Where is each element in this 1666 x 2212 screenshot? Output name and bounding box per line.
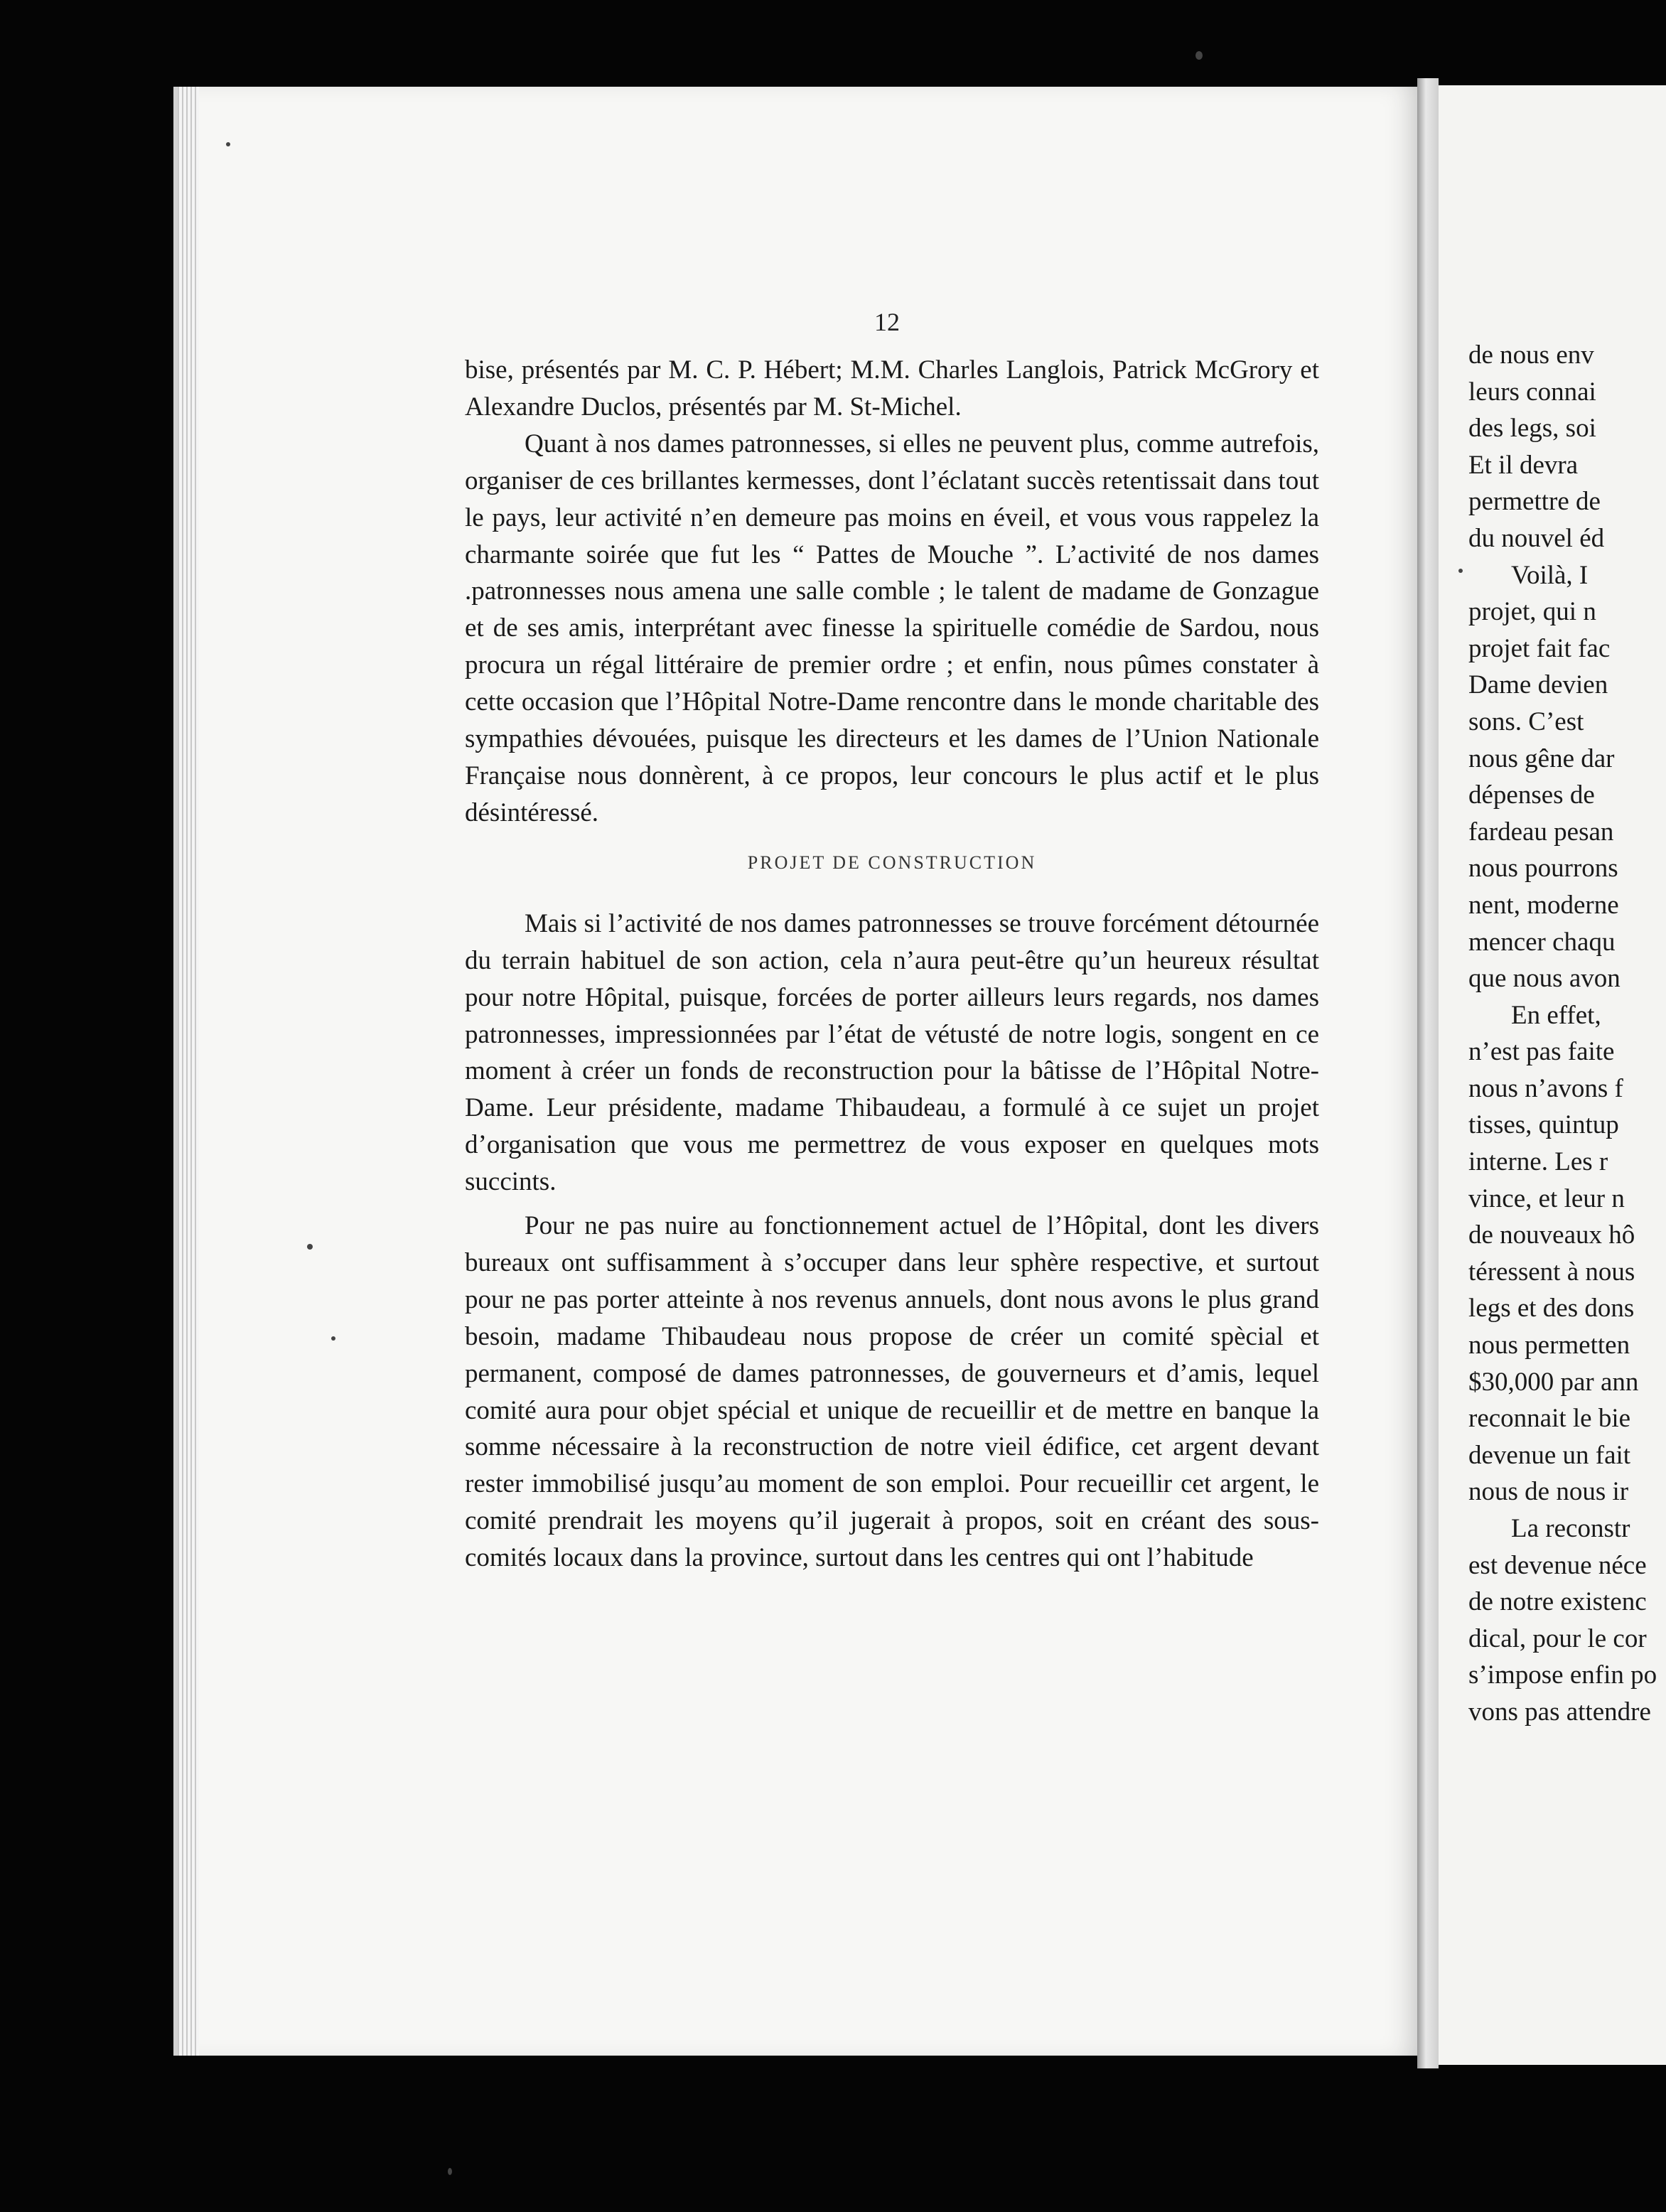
speck bbox=[307, 1244, 313, 1250]
text-line: Voilà, I bbox=[1511, 560, 1589, 590]
text-line: n’est pas faite bbox=[1468, 1037, 1615, 1067]
text-line: $30,000 par ann bbox=[1468, 1367, 1639, 1397]
text-line: nous permetten bbox=[1468, 1331, 1630, 1360]
text-line: s’impose enfin po bbox=[1468, 1660, 1657, 1690]
text-line: nous pourrons bbox=[1468, 854, 1618, 884]
text-line: projet fait fac bbox=[1468, 633, 1611, 663]
text-line: leurs connai bbox=[1468, 377, 1596, 407]
text-line: dical, pour le cor bbox=[1468, 1623, 1647, 1653]
text-line: nous gêne dar bbox=[1468, 743, 1615, 773]
text-line: dépenses de bbox=[1468, 780, 1595, 810]
text-line: reconnait le bie bbox=[1468, 1404, 1631, 1434]
text-line: vons pas attendre bbox=[1468, 1697, 1651, 1727]
text-line: nous n’avons f bbox=[1468, 1073, 1623, 1103]
text-line: nent, moderne bbox=[1468, 890, 1619, 920]
speck bbox=[1458, 569, 1463, 573]
paragraph: Mais si l’activité de nos dames patronnesses se trouve forcément détournée du terrain habituel de son action, cela n’aura peut-être qu’un heureux résultat pour notre Hôpital, puisque, forcées de porter ailleurs leurs regards, nos dames patronnesses, impressionnées par l’état de vétusté de notre logis, songent en ce moment à créer un fonds de reconstruction pour la bâtisse de l’Hôpital Notre-Dame. Leur présidente, madame Thibaudeau, a formulé à ce sujet un projet d’organisation que vous me permettrez de vous exposer en quelques mots succints. bbox=[465, 908, 1319, 1197]
speck bbox=[448, 2168, 452, 2175]
text-line: est devenue néce bbox=[1468, 1550, 1647, 1580]
text-line: des legs, soi bbox=[1468, 414, 1596, 444]
text-line: La reconstr bbox=[1511, 1514, 1630, 1543]
text-line: Dame devien bbox=[1468, 670, 1608, 700]
text-line: vince, et leur n bbox=[1468, 1183, 1625, 1213]
paragraph: bise, présentés par M. C. P. Hébert; M.M. Charles Langlois, Patrick McGrory et Alexandre Duclos, présentés par M. St-Michel. bbox=[465, 355, 1319, 422]
speck bbox=[226, 142, 230, 146]
page-number: 12 bbox=[874, 308, 900, 336]
page-edge-stack bbox=[178, 87, 199, 2056]
section-heading: PROJET DE CONSTRUCTION bbox=[747, 852, 1037, 873]
text-line: interne. Les r bbox=[1468, 1147, 1608, 1177]
text-line: nous de nous ir bbox=[1468, 1477, 1629, 1507]
left-page-text bbox=[465, 352, 1319, 1577]
text-line: sons. C’est bbox=[1468, 707, 1584, 736]
text-line: téressent à nous bbox=[1468, 1257, 1635, 1287]
text-line: Et il devra bbox=[1468, 450, 1579, 480]
text-line: fardeau pesan bbox=[1468, 817, 1614, 847]
text-line: de notre existenc bbox=[1468, 1587, 1647, 1617]
speck bbox=[331, 1336, 335, 1341]
paragraph: Pour ne pas nuire au fonctionnement actuel de l’Hôpital, dont les divers bureaux ont suffisamment à s’occuper dans leur sphère respective, et surtout pour ne pas porter atteinte à nos revenus annuels, dont nous avons le plus grand besoin, madame Thibaudeau nous propose de créer un comité spècial et permanent, composé de dames patronnesses, de gouverneurs et d’amis, lequel comité aura pour objet spécial et unique de recueillir et de mettre en banque la somme nécessaire à la reconstruction de notre vieil édifice, cet argent devant rester immobilisé jusqu’au moment de son emploi. Pour recueillir cet argent, le comité prendrait les moyens qu’il jugerait à propos, soit en créant des sous-comités locaux dans la province, surtout dans les centres qui ont l’habitude bbox=[465, 1211, 1319, 1573]
text-line: mencer chaqu bbox=[1468, 927, 1616, 957]
text-line: de nouveaux hô bbox=[1468, 1220, 1635, 1250]
text-line: devenue un fait bbox=[1468, 1440, 1631, 1470]
text-line: permettre de bbox=[1468, 487, 1601, 517]
book-gutter bbox=[1417, 78, 1439, 2068]
paragraph: Quant à nos dames patronnesses, si elles ne peuvent plus, comme autrefois, organiser de ces brillantes kermesses, dont l’éclatant succès retentissait dans tout le pays, leur activité n’en demeure pas moins en éveil, et vous vous rappelez la charmante soirée que fut les “ Pattes de Mouche ”. L’activité de nos dames .patronnesses nous amena une salle comble ; le talent de madame de Gonzague et de ses amis, interprétant avec finesse la spirituelle comédie de Sardou, nous procura un régal littéraire de premier ordre ; et enfin, nous pûmes constater à cette occasion que l’Hôpital Notre-Dame rencontre dans le monde charitable des sympathies dévouées, puisque les directeurs et les dames de l’Union Nationale Française nous donnèrent, à ce propos, leur concours le plus actif et le plus désintéressé. bbox=[465, 429, 1319, 827]
text-line: projet, qui n bbox=[1468, 597, 1596, 627]
text-line: que nous avon bbox=[1468, 964, 1621, 994]
right-page-text bbox=[1468, 337, 1666, 1731]
text-line: En effet, bbox=[1511, 1000, 1601, 1030]
text-line: de nous env bbox=[1468, 340, 1594, 370]
text-line: du nouvel éd bbox=[1468, 523, 1605, 553]
text-line: legs et des dons bbox=[1468, 1294, 1635, 1324]
text-line: tisses, quintup bbox=[1468, 1110, 1619, 1140]
speck bbox=[1195, 51, 1203, 60]
